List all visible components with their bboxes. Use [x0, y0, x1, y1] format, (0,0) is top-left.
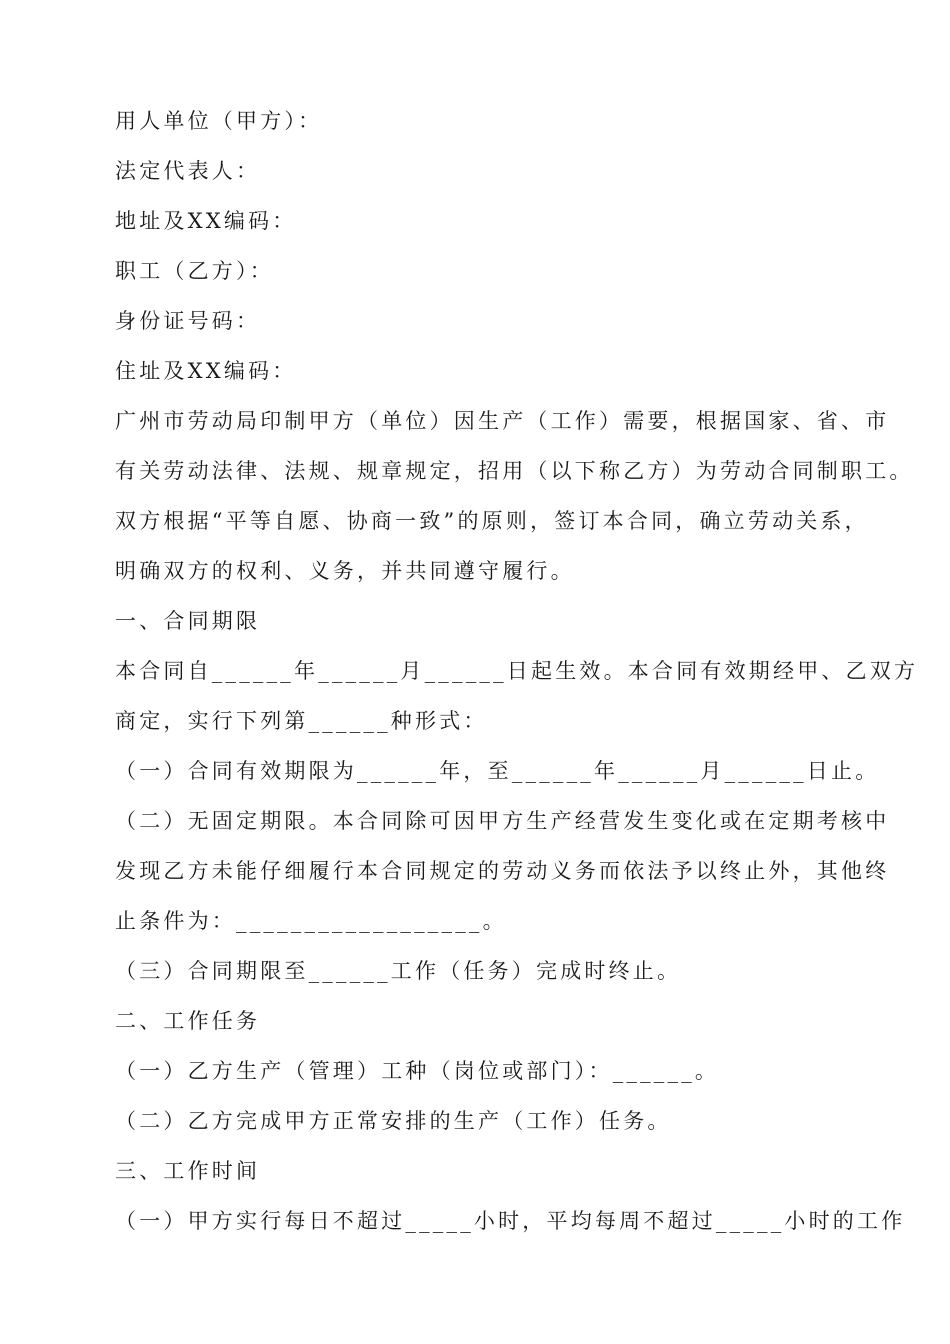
- work-task-item-2: （二）乙方完成甲方正常安排的生产（工作）任务。: [115, 1109, 672, 1133]
- contract-term-option-2-line-3: 止条件为：__________________。: [115, 909, 507, 933]
- id-number-field: 身份证号码：: [115, 309, 261, 333]
- section-heading-working-hours: 三、工作时间: [115, 1159, 261, 1183]
- contract-term-option-2-line-1: （二）无固定期限。本合同除可因甲方生产经营发生变化或在定期考核中: [115, 809, 890, 833]
- employee-field: 职工（乙方）：: [115, 259, 274, 283]
- legal-representative-field: 法定代表人：: [115, 159, 261, 183]
- intro-paragraph-line-1: 广州市劳动局印制甲方（单位）因生产（工作）需要，根据国家、省、市: [115, 409, 890, 433]
- section-heading-contract-term: 一、合同期限: [115, 609, 261, 633]
- contract-term-option-2-line-2: 发现乙方未能仔细履行本合同规定的劳动义务而依法予以终止外，其他终: [115, 859, 890, 883]
- employee-address-field: 住址及XX编码：: [115, 359, 297, 383]
- employer-field: 用人单位（甲方）：: [115, 109, 323, 133]
- contract-term-line-1: 本合同自______年______月______日起生效。本合同有效期经甲、乙双方: [115, 659, 919, 683]
- intro-paragraph-line-2: 有关劳动法律、法规、规章规定，招用（以下称乙方）为劳动合同制职工。: [115, 459, 914, 483]
- contract-term-option-3: （三）合同期限至______工作（任务）完成时终止。: [115, 959, 682, 983]
- employer-address-field: 地址及XX编码：: [115, 209, 297, 233]
- contract-term-line-2: 商定，实行下列第______种形式：: [115, 709, 488, 733]
- intro-paragraph-line-3: 双方根据“平等自愿、协商一致”的原则，签订本合同，确立劳动关系，: [115, 509, 869, 533]
- intro-paragraph-line-4: 明确双方的权利、义务，并共同遵守履行。: [115, 559, 575, 583]
- contract-term-option-1: （一）合同有效期限为______年，至______年______月______日止。: [115, 759, 880, 783]
- working-hours-item-1: （一）甲方实行每日不超过_____小时，平均每周不超过_____小时的工作: [115, 1209, 906, 1233]
- section-heading-work-tasks: 二、工作任务: [115, 1009, 261, 1033]
- work-task-item-1: （一）乙方生产（管理）工种（岗位或部门）：______。: [115, 1059, 720, 1083]
